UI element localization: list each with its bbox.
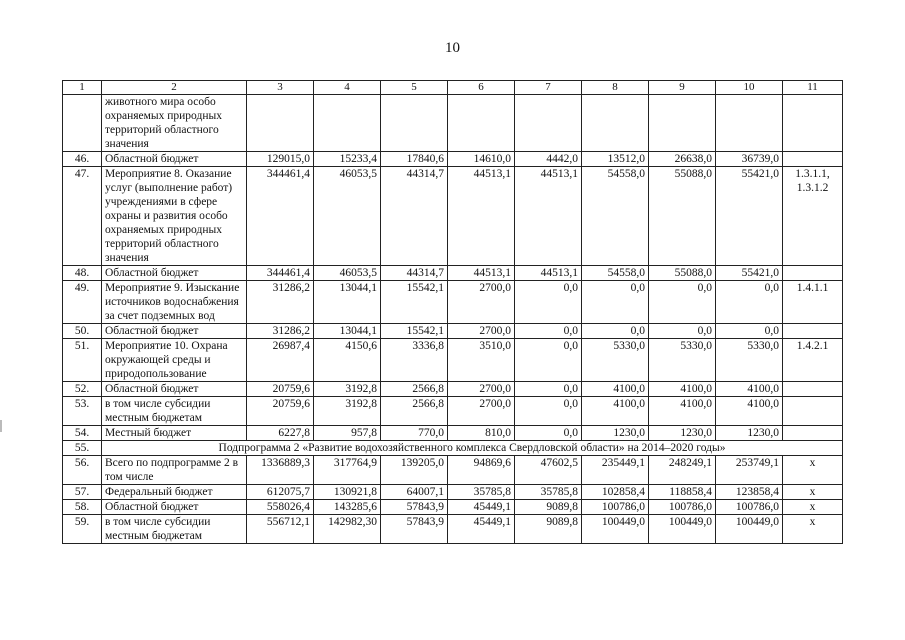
table-row	[63, 426, 843, 441]
value-cell: 100786,0	[582, 500, 649, 515]
row-name: Мероприятие 10. Охрана окружающей среды и природопользование	[102, 339, 247, 382]
target-code-cell: x	[783, 500, 843, 515]
value-cell: 15233,4	[314, 152, 381, 167]
page-number: 10	[445, 40, 460, 56]
value-cell: 15542,1	[381, 281, 448, 324]
value-cell: 0,0	[515, 397, 582, 426]
subprogram-title: Подпрограмма 2 «Развитие водохозяйственного комплекса Свердловской области» на 2014–2020 годы»	[102, 441, 843, 456]
value-cell: 3510,0	[448, 339, 515, 382]
row-number: 57.	[63, 485, 102, 500]
value-cell: 0,0	[515, 281, 582, 324]
row-number: 53.	[63, 397, 102, 426]
target-code-cell: 1.3.1.1, 1.3.1.2	[783, 167, 843, 266]
table-row	[63, 266, 843, 281]
value-cell: 1336889,3	[247, 456, 314, 485]
value-cell: 17840,6	[381, 152, 448, 167]
value-cell: 45449,1	[448, 500, 515, 515]
table-row	[63, 485, 843, 500]
row-name: в том числе субсидии местным бюджетам	[102, 397, 247, 426]
value-cell: 2700,0	[448, 397, 515, 426]
table-row	[63, 500, 843, 515]
budget-table	[62, 80, 843, 544]
column-header-4: 4	[314, 81, 381, 95]
row-name: Областной бюджет	[102, 266, 247, 281]
value-cell: 94869,6	[448, 456, 515, 485]
value-cell: 2566,8	[381, 397, 448, 426]
value-cell: 4100,0	[649, 397, 716, 426]
value-cell: 139205,0	[381, 456, 448, 485]
value-cell: 36739,0	[716, 152, 783, 167]
row-number: 48.	[63, 266, 102, 281]
value-cell: 54558,0	[582, 266, 649, 281]
value-cell: 0,0	[582, 324, 649, 339]
value-cell: 26987,4	[247, 339, 314, 382]
value-cell: 4100,0	[582, 397, 649, 426]
value-cell: 129015,0	[247, 152, 314, 167]
value-cell: 55421,0	[716, 266, 783, 281]
value-cell: 770,0	[381, 426, 448, 441]
value-cell: 47602,5	[515, 456, 582, 485]
value-cell: 1230,0	[649, 426, 716, 441]
value-cell: 344461,4	[247, 167, 314, 266]
target-code-cell	[783, 152, 843, 167]
table-row	[63, 382, 843, 397]
row-number: 52.	[63, 382, 102, 397]
table-header-row	[63, 81, 843, 95]
target-code-cell: 1.4.2.1	[783, 339, 843, 382]
row-name: Федеральный бюджет	[102, 485, 247, 500]
value-cell: 3192,8	[314, 382, 381, 397]
value-cell: 142982,30	[314, 515, 381, 544]
row-number: 51.	[63, 339, 102, 382]
value-cell: 57843,9	[381, 515, 448, 544]
value-cell: 0,0	[649, 281, 716, 324]
table-row	[63, 324, 843, 339]
row-name: Местный бюджет	[102, 426, 247, 441]
row-number: 56.	[63, 456, 102, 485]
value-cell: 1230,0	[582, 426, 649, 441]
value-cell: 44513,1	[448, 266, 515, 281]
table-row	[63, 515, 843, 544]
value-cell: 3192,8	[314, 397, 381, 426]
value-cell: 6227,8	[247, 426, 314, 441]
value-cell: 46053,5	[314, 167, 381, 266]
value-cell: 20759,6	[247, 397, 314, 426]
value-cell: 44513,1	[515, 266, 582, 281]
value-cell: 102858,4	[582, 485, 649, 500]
table-row	[63, 152, 843, 167]
target-code-cell	[783, 426, 843, 441]
value-cell: 26638,0	[649, 152, 716, 167]
value-cell: 556712,1	[247, 515, 314, 544]
column-header-2: 2	[102, 81, 247, 95]
scan-edge-mark	[0, 420, 2, 432]
row-number: 54.	[63, 426, 102, 441]
value-cell: 100449,0	[716, 515, 783, 544]
value-cell: 235449,1	[582, 456, 649, 485]
value-cell: 248249,1	[649, 456, 716, 485]
row-number: 50.	[63, 324, 102, 339]
value-cell: 54558,0	[582, 167, 649, 266]
value-cell: 64007,1	[381, 485, 448, 500]
value-cell	[649, 95, 716, 152]
top-scan-edge	[0, 0, 905, 2]
value-cell: 558026,4	[247, 500, 314, 515]
target-code-cell	[783, 382, 843, 397]
row-number: 55.	[63, 441, 102, 456]
target-code-cell: x	[783, 515, 843, 544]
value-cell: 2700,0	[448, 324, 515, 339]
value-cell: 44314,7	[381, 167, 448, 266]
column-header-3: 3	[247, 81, 314, 95]
value-cell: 957,8	[314, 426, 381, 441]
value-cell: 13044,1	[314, 281, 381, 324]
row-name: в том числе субсидии местным бюджетам	[102, 515, 247, 544]
value-cell: 4100,0	[582, 382, 649, 397]
row-name: животного мира особо охраняемых природных территорий областного значения	[102, 95, 247, 152]
value-cell: 44513,1	[448, 167, 515, 266]
value-cell	[582, 95, 649, 152]
value-cell: 0,0	[515, 382, 582, 397]
table-row	[63, 95, 843, 152]
value-cell: 4150,6	[314, 339, 381, 382]
row-name: Мероприятие 8. Оказание услуг (выполнение работ) учреждениями в сфере охраны и развития особо охраняемых природных территорий областного значения	[102, 167, 247, 266]
row-name: Областной бюджет	[102, 382, 247, 397]
value-cell: 0,0	[515, 339, 582, 382]
target-code-cell	[783, 95, 843, 152]
value-cell: 123858,4	[716, 485, 783, 500]
value-cell: 44314,7	[381, 266, 448, 281]
row-name: Областной бюджет	[102, 324, 247, 339]
value-cell: 55088,0	[649, 266, 716, 281]
column-header-10: 10	[716, 81, 783, 95]
value-cell: 20759,6	[247, 382, 314, 397]
value-cell: 5330,0	[582, 339, 649, 382]
column-header-8: 8	[582, 81, 649, 95]
value-cell: 612075,7	[247, 485, 314, 500]
target-code-cell: x	[783, 485, 843, 500]
column-header-1: 1	[63, 81, 102, 95]
table-row	[63, 339, 843, 382]
row-number	[63, 95, 102, 152]
table-row	[63, 167, 843, 266]
value-cell: 317764,9	[314, 456, 381, 485]
value-cell: 810,0	[448, 426, 515, 441]
value-cell: 1230,0	[716, 426, 783, 441]
value-cell: 4100,0	[649, 382, 716, 397]
value-cell: 14610,0	[448, 152, 515, 167]
value-cell	[381, 95, 448, 152]
value-cell: 31286,2	[247, 281, 314, 324]
value-cell: 100449,0	[649, 515, 716, 544]
value-cell: 57843,9	[381, 500, 448, 515]
table-row	[63, 456, 843, 485]
value-cell: 0,0	[515, 426, 582, 441]
value-cell: 13044,1	[314, 324, 381, 339]
target-code-cell: 1.4.1.1	[783, 281, 843, 324]
column-header-7: 7	[515, 81, 582, 95]
value-cell	[716, 95, 783, 152]
value-cell: 4100,0	[716, 397, 783, 426]
value-cell: 344461,4	[247, 266, 314, 281]
row-name: Областной бюджет	[102, 500, 247, 515]
value-cell: 130921,8	[314, 485, 381, 500]
value-cell: 100786,0	[649, 500, 716, 515]
value-cell	[515, 95, 582, 152]
value-cell: 2566,8	[381, 382, 448, 397]
target-code-cell: x	[783, 456, 843, 485]
row-number: 47.	[63, 167, 102, 266]
value-cell: 55421,0	[716, 167, 783, 266]
row-name: Областной бюджет	[102, 152, 247, 167]
value-cell: 9089,8	[515, 500, 582, 515]
value-cell: 0,0	[716, 324, 783, 339]
value-cell: 44513,1	[515, 167, 582, 266]
target-code-cell	[783, 324, 843, 339]
value-cell: 46053,5	[314, 266, 381, 281]
row-number: 49.	[63, 281, 102, 324]
value-cell: 9089,8	[515, 515, 582, 544]
table-row	[63, 281, 843, 324]
value-cell	[314, 95, 381, 152]
value-cell: 5330,0	[716, 339, 783, 382]
value-cell: 0,0	[716, 281, 783, 324]
value-cell: 3336,8	[381, 339, 448, 382]
value-cell: 0,0	[515, 324, 582, 339]
value-cell: 13512,0	[582, 152, 649, 167]
value-cell: 100786,0	[716, 500, 783, 515]
row-number: 59.	[63, 515, 102, 544]
target-code-cell	[783, 266, 843, 281]
value-cell: 0,0	[582, 281, 649, 324]
table-body	[63, 81, 843, 544]
value-cell: 35785,8	[448, 485, 515, 500]
value-cell: 100449,0	[582, 515, 649, 544]
value-cell: 253749,1	[716, 456, 783, 485]
column-header-5: 5	[381, 81, 448, 95]
table-row	[63, 397, 843, 426]
row-name: Всего по подпрограмме 2 в том числе	[102, 456, 247, 485]
row-number: 46.	[63, 152, 102, 167]
value-cell: 4100,0	[716, 382, 783, 397]
column-header-11: 11	[783, 81, 843, 95]
column-header-9: 9	[649, 81, 716, 95]
value-cell: 0,0	[649, 324, 716, 339]
row-name: Мероприятие 9. Изыскание источников водоснабжения за счет подземных вод	[102, 281, 247, 324]
value-cell	[247, 95, 314, 152]
target-code-cell	[783, 397, 843, 426]
value-cell: 31286,2	[247, 324, 314, 339]
value-cell: 143285,6	[314, 500, 381, 515]
value-cell: 35785,8	[515, 485, 582, 500]
column-header-6: 6	[448, 81, 515, 95]
value-cell: 2700,0	[448, 382, 515, 397]
row-number: 58.	[63, 500, 102, 515]
value-cell: 2700,0	[448, 281, 515, 324]
value-cell	[448, 95, 515, 152]
value-cell: 45449,1	[448, 515, 515, 544]
value-cell: 4442,0	[515, 152, 582, 167]
value-cell: 118858,4	[649, 485, 716, 500]
value-cell: 5330,0	[649, 339, 716, 382]
value-cell: 15542,1	[381, 324, 448, 339]
value-cell: 55088,0	[649, 167, 716, 266]
subprogram-row	[63, 441, 843, 456]
